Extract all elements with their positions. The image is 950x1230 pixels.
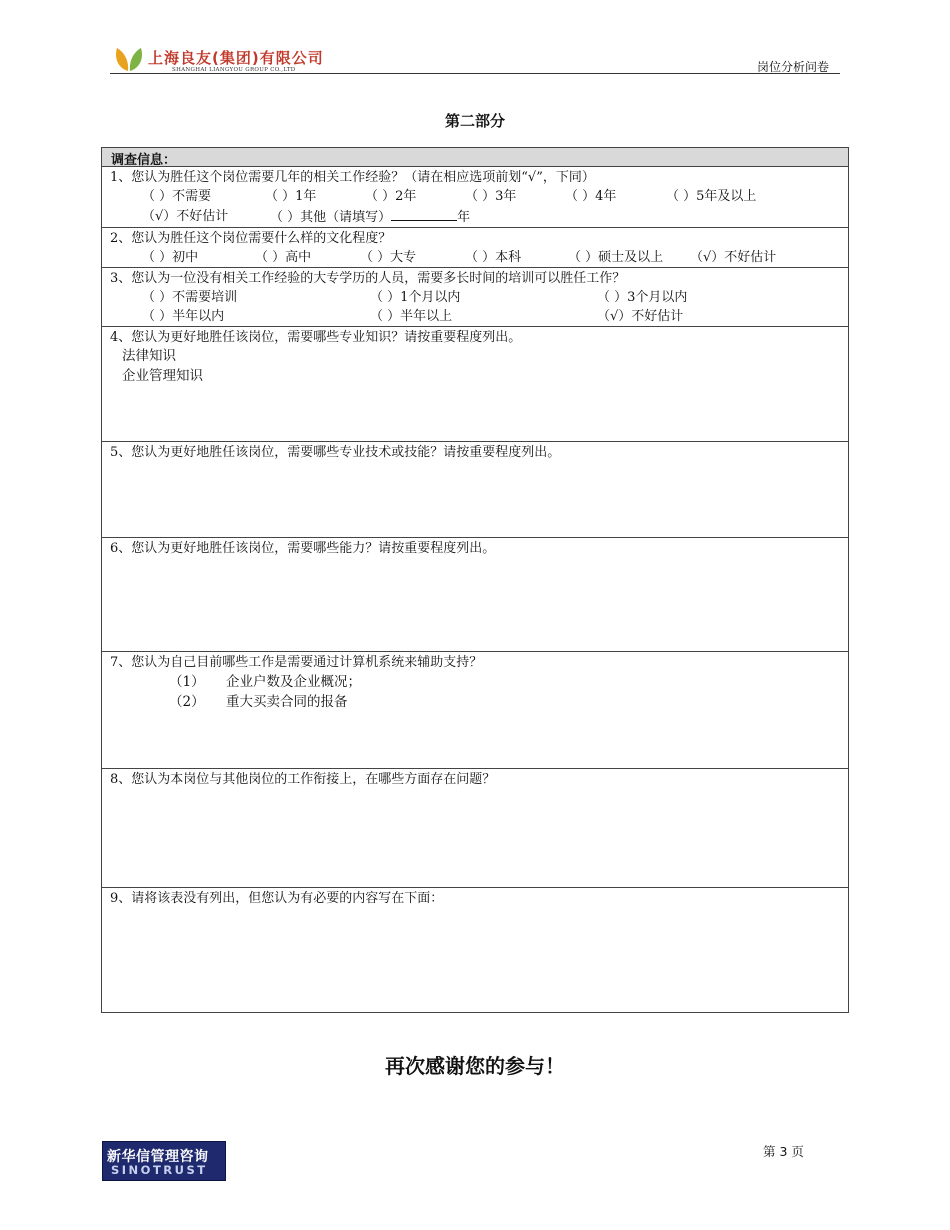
option-checkbox[interactable]: （ ）高中 bbox=[255, 250, 312, 265]
question-text: 7、您认为自己目前哪些工作是需要通过计算机系统来辅助支持？ bbox=[110, 655, 483, 670]
option-checkbox[interactable]: （ ）半年以内 bbox=[142, 309, 225, 324]
option-checkbox-checked[interactable]: （√）不好估计 bbox=[142, 209, 229, 224]
option-other-label: （ ）其他（请填写） bbox=[270, 210, 392, 225]
answer-number: （1） bbox=[169, 674, 205, 690]
option-checkbox[interactable]: （ ）初中 bbox=[142, 250, 199, 265]
question-row-4 bbox=[102, 327, 848, 442]
answer-line[interactable]: 企业户数及企业概况； bbox=[226, 674, 361, 690]
question-row-1 bbox=[102, 167, 848, 228]
document-title: 岗位分析问卷 bbox=[757, 60, 830, 74]
question-text: 1、您认为胜任这个岗位需要几年的相关工作经验？（请在相应选项前划“√”，下同） bbox=[110, 170, 595, 185]
section-header-row bbox=[102, 148, 848, 167]
thanks-message: 再次感谢您的参与！ bbox=[385, 1054, 565, 1078]
question-text: 8、您认为本岗位与其他岗位的工作衔接上，在哪些方面存在问题？ bbox=[110, 772, 496, 787]
option-other-unit: 年 bbox=[457, 210, 471, 225]
option-checkbox[interactable]: （ ）3年 bbox=[465, 189, 517, 204]
question-text: 4、您认为更好地胜任该岗位，需要哪些专业知识？请按重要程度列出。 bbox=[110, 330, 522, 345]
option-checkbox[interactable]: （ ）不需要 bbox=[142, 189, 212, 204]
option-checkbox[interactable]: （ ）本科 bbox=[465, 250, 522, 265]
question-row-3 bbox=[102, 268, 848, 327]
question-text: 2、您认为胜任这个岗位需要什么样的文化程度？ bbox=[110, 231, 392, 246]
question-text: 5、您认为更好地胜任该岗位，需要哪些专业技术或技能？请按重要程度列出。 bbox=[110, 445, 561, 460]
question-row-7 bbox=[102, 652, 848, 769]
answer-line[interactable]: 企业管理知识 bbox=[122, 368, 203, 384]
question-row-9[interactable] bbox=[102, 888, 848, 1012]
question-text: 6、您认为更好地胜任该岗位，需要哪些能力？请按重要程度列出。 bbox=[110, 541, 496, 556]
question-row-2 bbox=[102, 228, 848, 268]
survey-table bbox=[101, 147, 849, 1013]
fill-in-blank[interactable] bbox=[391, 208, 457, 221]
header-divider bbox=[110, 73, 840, 74]
answer-line[interactable]: 法律知识 bbox=[122, 348, 176, 364]
option-checkbox[interactable]: （ ）大专 bbox=[360, 250, 417, 265]
question-text: 9、请将该表没有列出，但您认为有必要的内容写在下面： bbox=[110, 891, 444, 906]
option-checkbox[interactable]: （ ）4年 bbox=[565, 189, 617, 204]
question-row-6[interactable] bbox=[102, 538, 848, 652]
consultancy-logo-cn: 新华信管理咨询 bbox=[107, 1149, 209, 1165]
section-header: 调查信息： bbox=[111, 153, 177, 168]
option-checkbox[interactable]: （ ）半年以上 bbox=[370, 309, 453, 324]
option-checkbox[interactable]: （ ）5年及以上 bbox=[666, 189, 757, 204]
question-text: 3、您认为一位没有相关工作经验的大专学历的人员，需要多长时间的培训可以胜任工作？ bbox=[110, 271, 626, 286]
consultancy-logo bbox=[102, 1141, 226, 1181]
option-checkbox[interactable]: （ ）硕士及以上 bbox=[568, 250, 664, 265]
option-checkbox-checked[interactable]: （√）不好估计 bbox=[597, 309, 684, 324]
consultancy-logo-en: SINOTRUST bbox=[111, 1163, 208, 1177]
company-name-en: SHANGHAI LIANGYOU GROUP CO.,LTD bbox=[172, 67, 296, 73]
option-checkbox[interactable]: （ ）3个月以内 bbox=[597, 290, 688, 305]
option-checkbox[interactable]: （ ）2年 bbox=[365, 189, 417, 204]
option-checkbox[interactable]: （ ）1个月以内 bbox=[370, 290, 461, 305]
page-number: 第 3 页 bbox=[763, 1144, 804, 1159]
answer-line[interactable]: 重大买卖合同的报备 bbox=[226, 694, 348, 710]
company-name-cn: 上海良友(集团)有限公司 bbox=[148, 49, 324, 67]
answer-number: （2） bbox=[169, 694, 205, 710]
part-title: 第二部分 bbox=[444, 112, 505, 130]
option-checkbox[interactable]: （ ）1年 bbox=[265, 189, 317, 204]
question-row-8[interactable] bbox=[102, 769, 848, 888]
option-checkbox-checked[interactable]: （√）不好估计 bbox=[690, 250, 777, 265]
company-logo-icon bbox=[114, 46, 144, 72]
option-checkbox[interactable]: （ ）不需要培训 bbox=[142, 290, 238, 305]
option-other[interactable] bbox=[270, 208, 470, 227]
question-row-5[interactable] bbox=[102, 442, 848, 538]
